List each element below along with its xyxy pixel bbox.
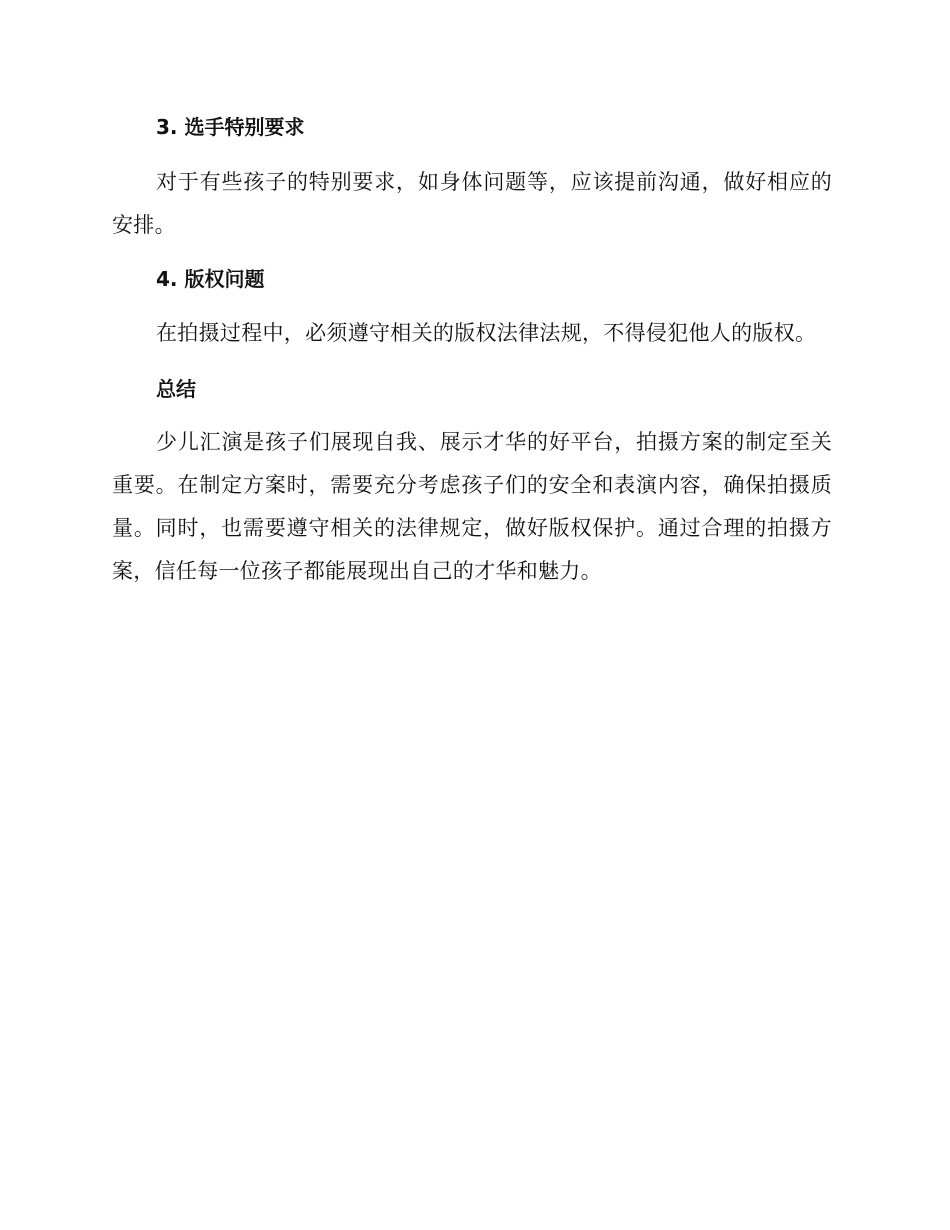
section-body-summary: 少儿汇演是孩子们展现自我、展示才华的好平台，拍摄方案的制定至关重要。在制定方案时，需要充分考虑孩子们的安全和表演内容，确保拍摄质量。同时，也需要遵守相关的法律规定，做好版权保护。通过合理的拍摄方案，信任每一位孩子都能展现出自己的才华和魅力。 xyxy=(112,430,832,583)
section-body-special-requirements: 对于有些孩子的特别要求，如身体问题等，应该提前沟通，做好相应的安排。 xyxy=(112,170,832,237)
section-body-copyright: 在拍摄过程中，必须遵守相关的版权法律法规，不得侵犯他人的版权。 xyxy=(156,321,817,345)
section-heading-special-requirements: 3. 选手特别要求 xyxy=(156,115,305,139)
section-heading-summary: 总结 xyxy=(156,377,196,401)
section-heading-copyright: 4. 版权问题 xyxy=(156,267,265,291)
